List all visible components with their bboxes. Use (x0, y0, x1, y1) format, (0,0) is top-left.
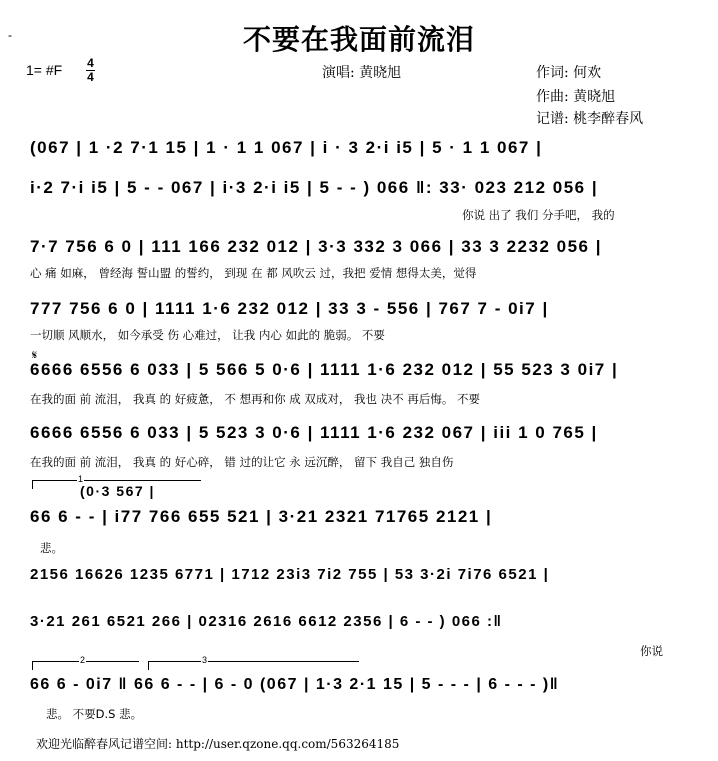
singer-credit: 演唱: 黄晓旭 (322, 65, 402, 81)
composer-credit: 作曲: 黄晓旭 (536, 89, 616, 105)
lyric-line-2: 你说 出了 我们 分手吧， 我的 (462, 208, 615, 222)
transcriber-credit: 记谱: 桃李醉春风 (536, 111, 644, 127)
score-line-6: 6666 6556 6 033 | 5 523 3 0·6 | 1111 1·6 232 067 | iii 1 0 765 | (30, 423, 598, 442)
segno-icon: 𝄋 (32, 348, 38, 362)
volta-bracket-2: 2 (32, 661, 139, 670)
score-line-4: 777 756 6 0 | 1111 1·6 232 012 | 33 3 - 556 | 767 7 - 0i7 | (30, 299, 549, 318)
lyric-line-7: 悲。 (40, 541, 63, 555)
lyric-line-10: 悲。 不要D.S 悲。 (46, 707, 143, 721)
key-signature: 1= #F (26, 62, 63, 78)
time-signature-bottom: 4 (87, 70, 94, 84)
song-title: 不要在我面前流泪 (242, 23, 475, 56)
score-line-3: 7·7 756 6 0 | 111 166 232 012 | 3·3 332 3 066 | 33 3 2232 056 | (30, 237, 602, 256)
score-line-9: 3·21 261 6521 266 | 02316 2616 6612 2356 | 6 - - ) 066 :‖ (30, 613, 503, 630)
lyric-line-4: 一切顺 风顺水， 如今承受 伤 心难过， 让我 内心 如此的 脆弱。 不要 (30, 328, 385, 342)
lyric-line-6: 在我的面 前 流泪， 我真 的 好心碎， 错 过的让它 永 远沉醉， 留下 我自己 独自伤 (30, 455, 454, 469)
score-line-10: 66 6 - 0i7 ‖ 66 6 - - | 6 - 0 (067 | 1·3 2·1 15 | 5 - - - | 6 - - - )‖ (30, 676, 560, 693)
volta-bracket-3: 3 (148, 661, 359, 670)
score-line-5: 6666 6556 6 033 | 5 566 5 0·6 | 1111 1·6 232 012 | 55 523 3 0i7 | (30, 360, 619, 379)
footer-credit: 欢迎光临醉春风记谱空间: http://user.qzone.qq.com/563264185 (36, 737, 400, 751)
page-mark: - (8, 28, 12, 42)
score-line-1: (067 | 1 ·2 7·1 15 | 1 · 1 1 067 | i · 3 2·i i5 | 5 · 1 1 067 | (30, 138, 543, 157)
lyric-line-9: 你说 (640, 644, 663, 658)
time-signature (86, 58, 95, 83)
score-line-2: i·2 7·i i5 | 5 - - 067 | i·3 2·i i5 | 5 - - ) 066 ‖: 33· 023 212 056 | (30, 178, 599, 197)
score-line-8: 2156 16626 1235 6771 | 1712 23i3 7i2 755 | 53 3·2i 7i76 6521 | (30, 566, 550, 583)
lyric-line-5: 在我的面 前 流泪， 我真 的 好疲惫， 不 想再和你 成 双成对， 我也 决不 再后悔。 不要 (30, 392, 481, 406)
score-line-7: 66 6 - - | i77 766 655 521 | 3·21 2321 71765 2121 | (30, 507, 493, 526)
time-signature-top: 4 (87, 56, 94, 70)
interlude-fragment: (0·3 567 | (80, 483, 155, 499)
volta-bracket-1: 1 (32, 480, 201, 489)
lyricist-credit: 作词: 何欢 (536, 65, 602, 81)
lyric-line-3: 心 痛 如麻， 曾经海 誓山盟 的誓约， 到现 在 都 风吹云 过，我把 爱情 想得太美，觉得 (30, 266, 477, 280)
